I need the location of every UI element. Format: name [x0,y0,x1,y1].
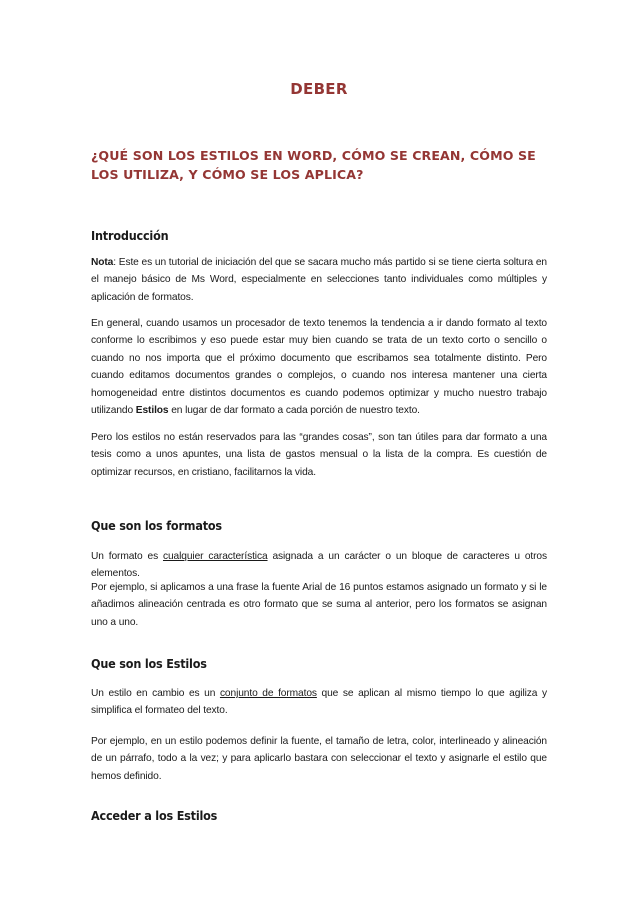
paragraph-formato-ejemplo: Por ejemplo, si aplicamos a una frase la fuente Arial de 16 puntos estamos asignado un formato y si le añadimos alineación centrada es otro formato que se suma al anterior, pero los formatos se asignan uno a uno. [91,582,547,628]
nota-label: Nota [91,257,114,268]
section-heading-formatos: Que son los formatos [91,518,222,533]
paragraph-nota [91,254,547,306]
paragraph-general [91,315,547,419]
paragraph-estilo-def [91,685,547,720]
nota-text: : Este es un tutorial de iniciación del que se sacara mucho más partido si se tiene cierta soltura en el manejo básico de Ms Word, especialmente en selecciones tanto individuales como múltiples y aplicación de formatos. [91,257,547,303]
paragraph-estilo-ejemplo: Por ejemplo, en un estilo podemos definir la fuente, el tamaño de letra, color, interlineado y alineación de un párrafo, todo a la vez; y para aplicarlo bastara con seleccionar el texto y asignarle el estilo que hemos definido. [91,736,547,782]
section-heading-estilos: Que son los Estilos [91,656,207,671]
formato-def-a: Un formato es [91,551,163,562]
section-heading-intro: Introducción [91,228,169,243]
paragraph-formato-def [91,548,547,583]
general-text-a: En general, cuando usamos un procesador de texto tenemos la tendencia a ir dando formato al texto conforme lo escribimos y eso puede estar muy bien cuando se trata de un texto corto o sencillo o cuando no nos importa que el próximo documento que escribamos sea totalmente distinto. Pero cuando editamos documentos grandes o complejos, o cuando nos interesa mantener una cierta homogeneidad entre distintos documentos es cuando podemos optimizar y mucho nuestro trabajo utilizando [91,318,547,417]
general-text-b: en lugar de dar formato a cada porción de nuestro texto. [168,405,420,417]
section-heading-acceder: Acceder a los Estilos [91,808,218,823]
estilo-def-underlined: conjunto de formatos [219,688,317,699]
estilos-bold: Estilos [135,405,169,417]
estilo-def-a: Un estilo en cambio es un [91,688,220,699]
formato-def-b: asignada a un carácter o un bloque de caracteres u otros elementos. [91,551,547,580]
estilo-def-b: que se aplican al mismo tiempo lo que agiliza y simplifica el formateo del texto. [91,688,547,717]
paragraph-grandes-cosas: Pero los estilos no están reservados para las “grandes cosas”, son tan útiles para dar formato a una tesis como a unos apuntes, una lista de gastos mensual o la lista de la compra. Es cuestión de optimizar recursos, en cristiano, facilitarnos la vida. [91,432,547,478]
question-heading: ¿QUÉ SON LOS ESTILOS EN WORD, CÓMO SE CREAN, CÓMO SE LOS UTILIZA, Y CÓMO SE LOS APLICA? [91,148,536,182]
document-title: DEBER [290,80,348,98]
formato-def-underlined: cualquier característica [162,551,268,562]
